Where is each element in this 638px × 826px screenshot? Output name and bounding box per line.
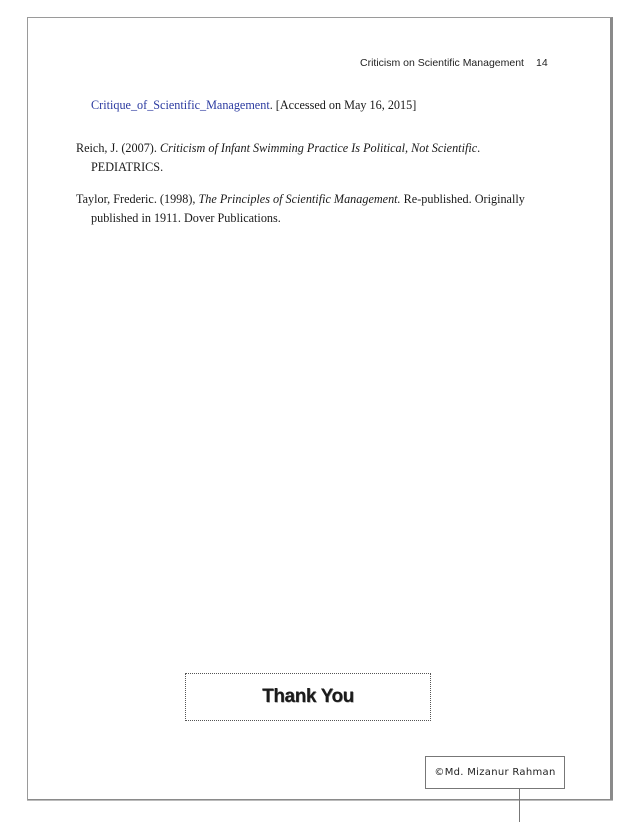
footer-tick [519,789,520,822]
thank-you-text: Thank You [262,686,354,707]
reference-author: Reich, J. (2007). [76,141,160,155]
reference-title: The Principles of Scientific Management. [198,192,401,206]
reference-publisher: published in 1911. Dover Publications. [91,211,281,225]
author-credit: ©Md. Mizanur Rahman [434,767,556,778]
reference-taylor [76,190,576,228]
author-credit-box [425,756,565,789]
thank-you-box [185,673,431,721]
header-title: Criticism on Scientific Management [360,57,524,69]
reference-punct: . [477,141,481,155]
footer-rule [27,800,613,801]
running-header [360,57,570,69]
page-number: 14 [535,57,548,69]
reference-link[interactable]: Critique_of_Scientific_Management [91,98,270,112]
reference-journal: PEDIATRICS. [91,160,164,174]
reference-author: Taylor, Frederic. (1998), [76,192,199,206]
reference-access-date: . [Accessed on May 16, 2015] [269,98,417,112]
reference-reich [76,139,576,177]
reference-note: Re-published. Originally [400,192,525,206]
reference-title: Criticism of Infant Swimming Practice Is Political, Not Scientific [159,141,478,155]
reference-continuation [76,96,576,115]
